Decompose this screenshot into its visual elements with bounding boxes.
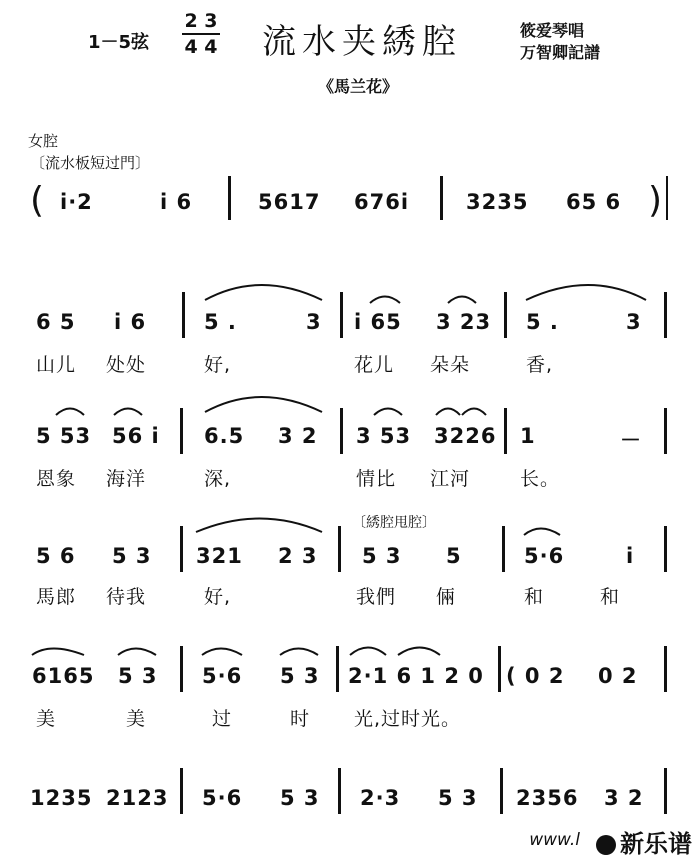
close-paren: )	[648, 180, 664, 221]
note-group: 5 3	[280, 664, 320, 688]
note-group: 65 6	[566, 190, 622, 214]
lyric: 和	[524, 586, 545, 608]
lyric: 光,过时光。	[354, 708, 462, 730]
open-paren: (	[30, 180, 46, 221]
note-group: i 65	[354, 310, 402, 334]
watermark-url: www.l	[529, 830, 580, 850]
note-group: i 6	[160, 190, 193, 214]
note-group: 2 3	[278, 544, 318, 568]
lyric: 倆	[436, 586, 457, 608]
note-group: 5	[446, 544, 462, 568]
note-group: 676i	[354, 190, 410, 214]
lyric: 恩象	[36, 468, 77, 490]
note-group: 1235	[30, 786, 93, 810]
note-group: 6.5	[204, 424, 245, 448]
song-title: 流水夹綉腔	[262, 22, 462, 62]
time-signature-top: 2 3	[184, 10, 218, 32]
lyric: 好,	[204, 354, 232, 376]
note-group: 0 2	[598, 664, 638, 688]
note-group: 6 5	[36, 310, 76, 334]
note-group: 5 3	[362, 544, 402, 568]
lyric: 深,	[204, 468, 232, 490]
note-group: 2123	[106, 786, 169, 810]
note-group: 321	[196, 544, 243, 568]
note-group: 3 23	[436, 310, 492, 334]
lyric: 美	[36, 708, 57, 730]
lyric: 处处	[106, 354, 147, 376]
note-group: 5·6	[202, 786, 243, 810]
watermark-brand-text: 新乐谱	[620, 830, 692, 858]
note-group: 3	[306, 310, 322, 334]
lyric: 江河	[430, 468, 471, 490]
lyric: 花儿	[354, 354, 395, 376]
note-group: i	[626, 544, 635, 568]
note-group: 2·3	[360, 786, 401, 810]
note-group: 3	[626, 310, 642, 334]
note-group: i 6	[114, 310, 147, 334]
note-group: 3235	[466, 190, 529, 214]
lyric: 待我	[106, 586, 147, 608]
section-marker: 〔綉腔甩腔〕	[352, 515, 436, 531]
note-group: 1	[520, 424, 536, 448]
lyric: 我們	[356, 586, 397, 608]
note-group: 5 3	[118, 664, 158, 688]
watermark-brand	[596, 824, 692, 859]
subtitle: 《馬兰花》	[318, 77, 399, 96]
performer-credit: 筱爱琴唱	[520, 21, 585, 40]
note-group: 5·6	[202, 664, 243, 688]
note-group: 3 2	[278, 424, 318, 448]
note-group: i·2	[60, 190, 93, 214]
lyric: 山儿	[36, 354, 77, 376]
strings-label: 1－5弦	[88, 32, 150, 53]
lyric: 美	[126, 708, 147, 730]
lyric: 过	[212, 708, 233, 730]
note-group: 5617	[258, 190, 321, 214]
note-group: 5 .	[526, 310, 559, 334]
note-group: 5 53	[36, 424, 92, 448]
voice-label: 女腔	[28, 132, 59, 150]
note-group: 3 53	[356, 424, 412, 448]
note-group: 5 6	[36, 544, 76, 568]
lyric: 海洋	[106, 468, 147, 490]
note-group: 5 3	[438, 786, 478, 810]
note-group: 5·6	[524, 544, 565, 568]
note-group: 6165	[32, 664, 95, 688]
intro-label: 〔流水板短过門〕	[30, 154, 151, 172]
note-group: 3226	[434, 424, 497, 448]
lyric: 情比	[356, 468, 397, 490]
note-group: －	[620, 428, 642, 452]
lyric: 朵朵	[430, 354, 471, 376]
note-group: 3 2	[604, 786, 644, 810]
record-icon	[596, 835, 616, 855]
lyric: 长。	[520, 468, 561, 490]
lyric: 时	[290, 708, 311, 730]
lyric: 和	[600, 586, 621, 608]
lyric: 香,	[526, 354, 554, 376]
note-group: 5 .	[204, 310, 237, 334]
lyric: 好,	[204, 586, 232, 608]
note-group: 56 i	[112, 424, 160, 448]
note-group: 5 3	[112, 544, 152, 568]
note-group: ( 0 2	[506, 664, 565, 688]
transcriber-credit: 万智卿記譜	[520, 43, 601, 62]
lyric: 馬郎	[36, 586, 77, 608]
time-signature-bottom: 4 4	[184, 36, 218, 58]
note-group: 2·1 6 1 2 0	[348, 664, 484, 688]
note-group: 2356	[516, 786, 579, 810]
note-group: 5 3	[280, 786, 320, 810]
